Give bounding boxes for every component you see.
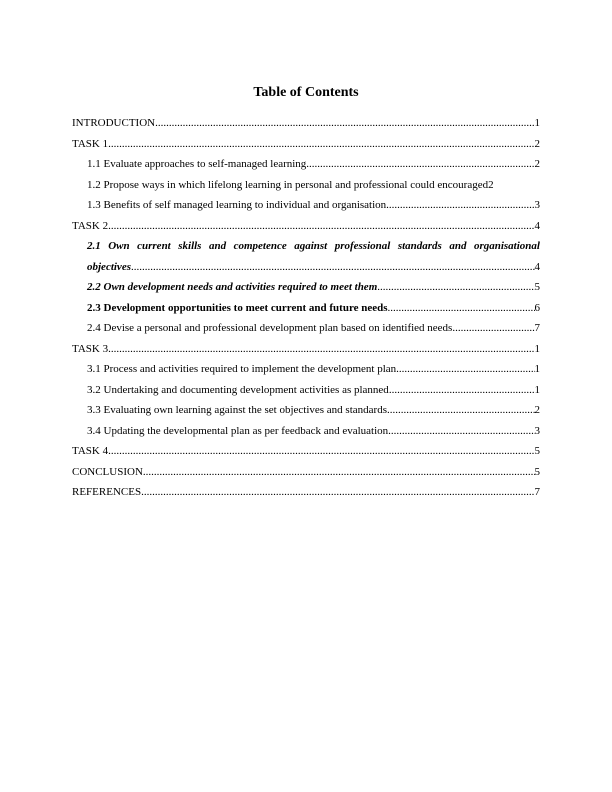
toc-word: professional xyxy=(334,240,391,252)
dot-leader xyxy=(108,339,534,360)
toc-page-number: 7 xyxy=(534,486,540,498)
toc-page-number: 2 xyxy=(488,178,494,191)
dot-leader xyxy=(108,216,534,237)
dot-leader xyxy=(377,277,534,298)
page-title: Table of Contents xyxy=(253,85,359,100)
toc-entry-1-2[interactable] xyxy=(72,175,540,196)
toc-entry-label: 2.2 Own development needs and activities required to meet them xyxy=(87,281,378,293)
dot-leader xyxy=(387,400,535,421)
toc-page-number: 2 xyxy=(534,158,540,170)
toc-entry-task-2[interactable] xyxy=(72,216,540,237)
toc-entry-3-3[interactable] xyxy=(72,400,540,421)
toc-word: organisational xyxy=(473,240,540,252)
toc-entry-label: 1.1 Evaluate approaches to self-managed learning xyxy=(87,158,307,170)
toc-page-number: 1 xyxy=(534,383,540,396)
toc-word: competence xyxy=(233,240,287,252)
toc-entry-label: 3.2 Undertaking and documenting development activities as planned xyxy=(87,383,389,396)
toc-entry-label: TASK 3 xyxy=(72,342,109,355)
toc-page-number: 6 xyxy=(534,301,540,314)
toc-page-number: 2 xyxy=(534,404,540,416)
toc-word: current xyxy=(137,240,171,252)
toc-entry-1-1[interactable] xyxy=(72,154,540,175)
dot-leader xyxy=(141,482,534,503)
dot-leader xyxy=(131,257,535,278)
toc-page-number: 1 xyxy=(534,117,540,129)
dot-leader xyxy=(396,359,534,380)
toc-page-number: 3 xyxy=(534,424,540,437)
toc-entry-label: TASK 1 xyxy=(72,137,109,150)
toc-word: against xyxy=(294,240,328,252)
toc-entry-2-4[interactable] xyxy=(72,318,540,339)
dot-leader xyxy=(386,195,534,216)
toc-entry-references[interactable] xyxy=(72,482,540,503)
toc-entry-task-4[interactable] xyxy=(72,441,540,462)
dot-leader xyxy=(143,462,535,483)
toc-entry-label: objectives xyxy=(87,260,131,273)
toc-page-number: 5 xyxy=(534,445,540,457)
toc-entry-label: REFERENCES xyxy=(72,486,142,498)
toc-entry-label: 2.4 Devise a personal and professional development plan based on identified needs xyxy=(87,322,453,334)
toc-page-number: 7 xyxy=(534,322,540,334)
toc-page-number: 3 xyxy=(534,199,540,211)
toc-word: skills xyxy=(178,240,202,252)
toc-page-number: 4 xyxy=(534,219,540,232)
toc-entry-2-1-line-1[interactable] xyxy=(72,236,540,257)
toc-word: Own xyxy=(108,240,130,252)
toc-entry-3-4[interactable] xyxy=(72,421,540,442)
toc-entry-2-3[interactable] xyxy=(72,298,540,319)
dot-leader xyxy=(388,421,534,442)
dot-leader xyxy=(452,318,534,339)
toc-entry-label: CONCLUSION xyxy=(72,465,143,478)
toc-page-number: 4 xyxy=(534,260,540,273)
dot-leader xyxy=(388,298,535,319)
toc-entry-3-2[interactable] xyxy=(72,380,540,401)
toc-word: standards xyxy=(397,240,442,252)
toc-page-number: 5 xyxy=(534,281,540,293)
toc-entry-task-1[interactable] xyxy=(72,134,540,155)
toc-entry-label: 3.1 Process and activities required to implement the development plan xyxy=(87,363,397,375)
toc-entry-label: 1.3 Benefits of self managed learning to individual and organisation xyxy=(87,199,387,211)
dot-leader xyxy=(389,380,535,401)
toc-page-number: 1 xyxy=(534,363,540,375)
toc-word: and xyxy=(449,240,467,252)
toc-page-number: 2 xyxy=(534,137,540,150)
table-of-contents xyxy=(72,113,540,503)
dot-leader xyxy=(155,113,534,134)
toc-entry-label: 2.3 Development opportunities to meet current and future needs xyxy=(87,301,388,314)
toc-entry-2-2[interactable] xyxy=(72,277,540,298)
toc-entry-label: 3.4 Updating the developmental plan as per feedback and evaluation xyxy=(87,424,389,437)
dot-leader xyxy=(306,154,534,175)
toc-word: 2.1 xyxy=(87,240,101,252)
toc-entry-label: TASK 2 xyxy=(72,219,109,232)
toc-entry-label: 3.3 Evaluating own learning against the set objectives and standards xyxy=(87,404,387,416)
dot-leader xyxy=(108,134,534,155)
dot-leader xyxy=(108,441,534,462)
toc-word: and xyxy=(208,240,227,252)
toc-entry-label: INTRODUCTION xyxy=(72,117,156,129)
toc-entry-2-1-line-2[interactable] xyxy=(72,257,540,278)
toc-entry-task-3[interactable] xyxy=(72,339,540,360)
toc-entry-conclusion[interactable] xyxy=(72,462,540,483)
toc-entry-introduction[interactable] xyxy=(72,113,540,134)
toc-page-number: 1 xyxy=(534,342,540,355)
toc-entry-label: 1.2 Propose ways in which lifelong learning in personal and professional could encouraged xyxy=(87,178,489,191)
toc-entry-label: TASK 4 xyxy=(72,445,109,457)
toc-entry-1-3[interactable] xyxy=(72,195,540,216)
toc-page-number: 5 xyxy=(534,465,540,478)
toc-entry-3-1[interactable] xyxy=(72,359,540,380)
